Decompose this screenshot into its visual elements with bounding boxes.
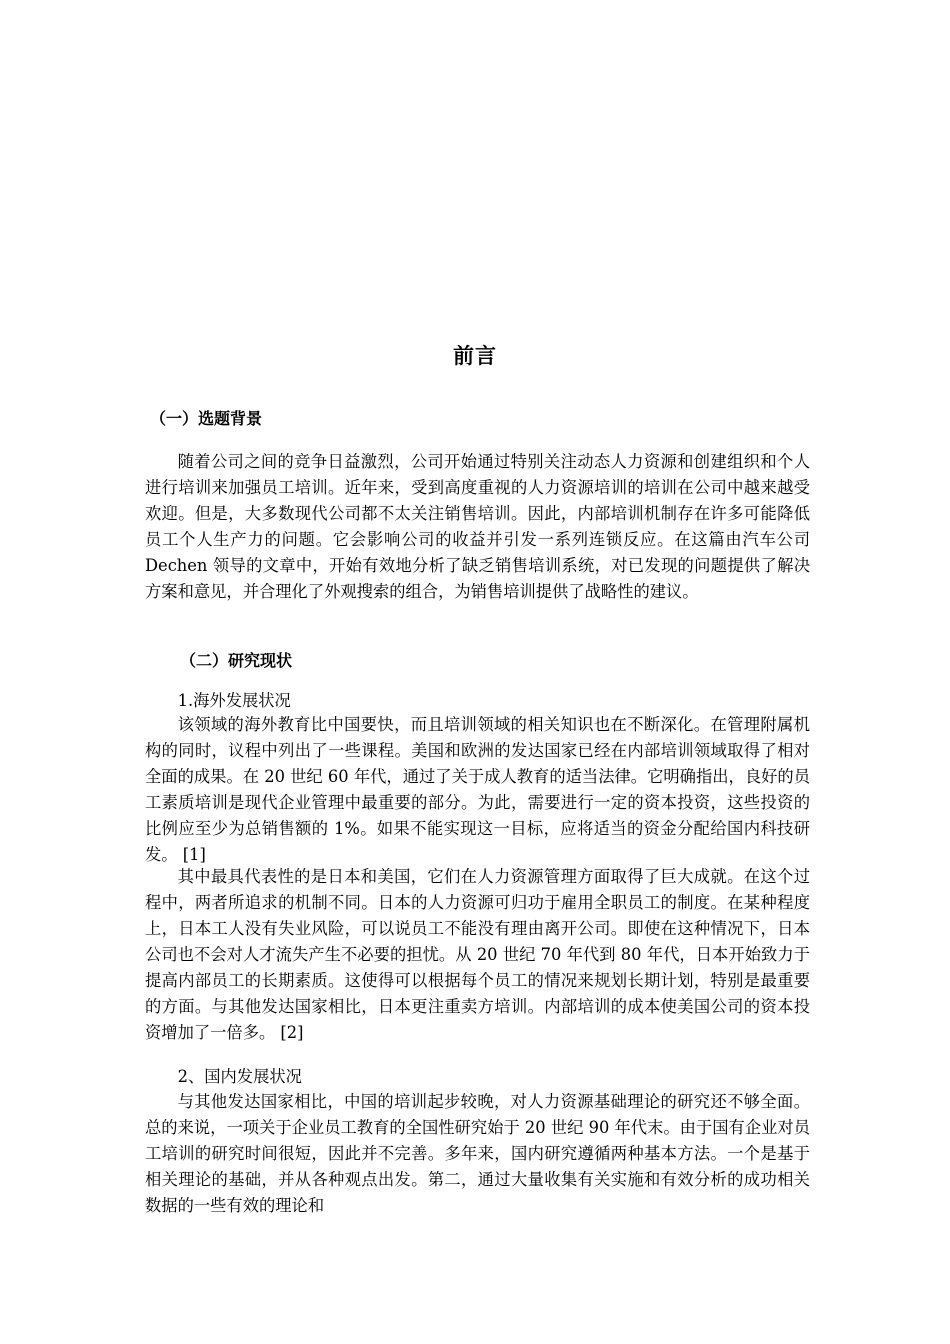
section-heading-background: （一）选题背景 [150, 409, 263, 428]
paragraph-background: 随着公司之间的竞争日益激烈，公司开始通过特别关注动态人力资源和创建组织和个人进行培训来加强员工培训。近年来，受到高度重视的人力资源培训的培训在公司中越来越受欢迎。但是，大多数现代公司都不太关注销售培训。因此，内部培训机制存在许多可能降低员工个人生产力的问题。它会影响公司的收益并引发一系列连锁反应。在这篇由汽车公司 Dechen 领导的文章中，开始有效地分析了缺乏销售培训系统，对已发现的问题提供了解决方案和意见，并合理化了外观搜索的组合，为销售培训提供了战略性的建议。 [145, 452, 810, 601]
paragraph-domestic-1: 与其他发达国家相比，中国的培训起步较晚，对人力资源基础理论的研究还不够全面。总的来说，一项关于企业员工教育的全国性研究始于 20 世纪 90 年代末。由于国有企业对员工培训的研究时间很短，因此并不完善。多年来，国内研究遵循两种基本方法。一个是基于相关理论的基础，并从各种观点出发。第二，通过大量收集有关实施和有效分析的成功相关数据的一些有效的理论和 [145, 1092, 810, 1215]
section-heading-research-status: （二）研究现状 [180, 651, 293, 670]
subsection-title-overseas: 1.海外发展状况 [177, 691, 291, 710]
paragraph-overseas-1: 该领域的海外教育比中国要快，而且培训领域的相关知识也在不断深化。在管理附属机构的同时，议程中列出了一些课程。美国和欧洲的发达国家已经在内部培训领域取得了相对全面的成果。在 20 世纪 60 年代，通过了关于成人教育的适当法律。它明确指出，良好的员工素质培训是现代企业管理中最重要的部分。为此，需要进行一定的资本投资，这些投资的比例应至少为总销售额的 1%。如果不能实现这一目标，应将适当的资金分配给国内科技研发。 [1] [145, 715, 810, 864]
subsection-title-domestic: 2、国内发展状况 [177, 1067, 302, 1086]
page-title: 前言 [453, 344, 497, 368]
paragraph-overseas-2: 其中最具代表性的是日本和美国，它们在人力资源管理方面取得了巨大成就。在这个过程中，两者所追求的机制不同。日本的人力资源可归功于雇用全职员工的制度。在某种程度上，日本工人没有失业风险，可以说员工不能没有理由离开公司。即使在这种情况下，日本公司也不会对人才流失产生不必要的担忧。从 20 世纪 70 年代到 80 年代，日本开始致力于提高内部员工的长期素质。这使得可以根据每个员工的情况来规划长期计划，特别是最重要的方面。与其他发达国家相比，日本更注重卖方培训。内部培训的成本使美国公司的资本投资增加了一倍多。 [2] [145, 867, 810, 1042]
